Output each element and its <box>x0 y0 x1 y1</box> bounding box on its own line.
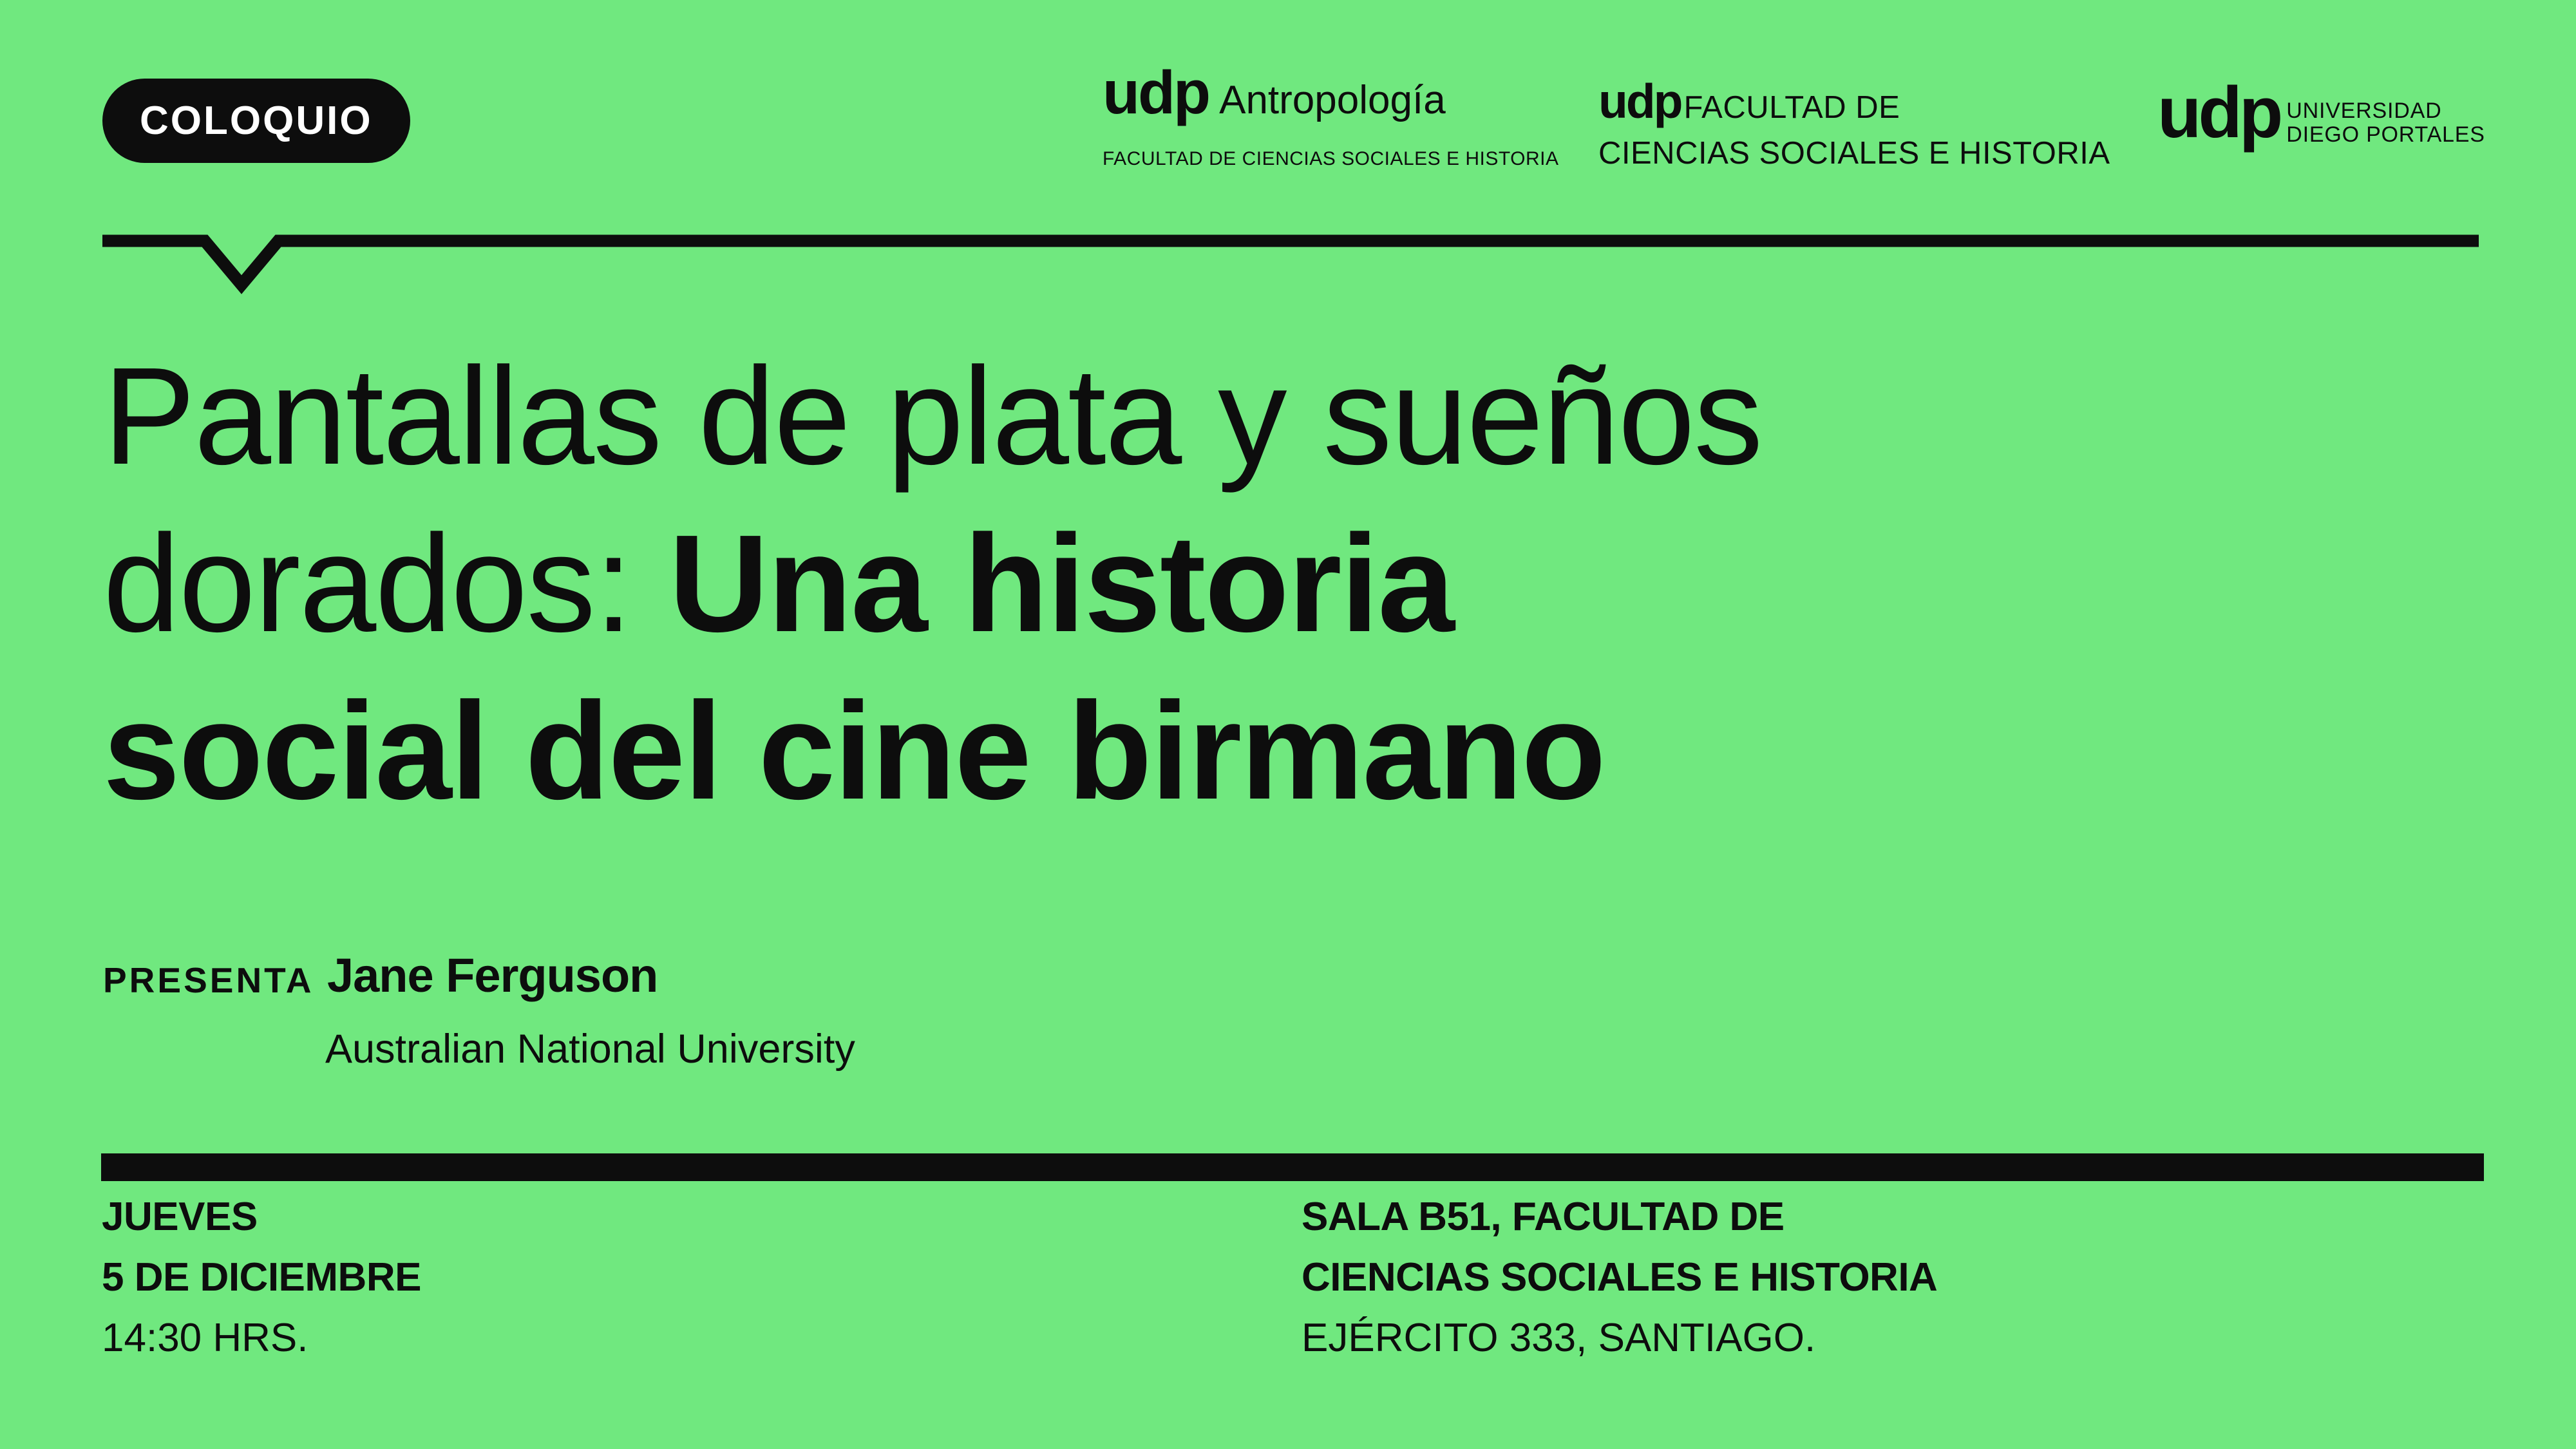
title-line-2: dorados: Una historia <box>103 506 1454 661</box>
logo-department-name: Antropología <box>1219 78 1446 122</box>
chevron-notch-rule <box>102 229 2479 299</box>
udp-universidad-logo <box>2157 72 2485 153</box>
title-line-1: Pantallas de plata y sueños <box>103 338 1762 493</box>
event-location <box>1302 1187 1937 1368</box>
badge-label: COLOQUIO <box>140 98 373 143</box>
presenter-label: PRESENTA <box>103 960 314 1000</box>
presenter-affiliation: Australian National University <box>325 1027 855 1072</box>
udp-wordmark-icon: udp <box>1598 74 1681 128</box>
udp-wordmark-icon: udp <box>2157 72 2280 153</box>
udp-wordmark-icon: udp <box>1103 59 1209 127</box>
presenter-name: Jane Ferguson <box>327 949 658 1002</box>
event-title <box>103 332 2228 835</box>
logo-faculty-subtitle: FACULTAD DE CIENCIAS SOCIALES E HISTORIA <box>1103 148 1559 169</box>
logo-line2: DIEGO PORTALES <box>2286 122 2485 147</box>
event-datetime <box>102 1187 421 1368</box>
title-line-3: social del cine birmano <box>103 673 1605 828</box>
location-faculty: CIENCIAS SOCIALES E HISTORIA <box>1302 1255 1938 1300</box>
logo-line1: UNIVERSIDAD <box>2286 99 2442 123</box>
logo-row <box>1598 74 2110 128</box>
logo-line1: FACULTAD DE <box>1683 90 1900 125</box>
location-address: EJÉRCITO 333, SANTIAGO. <box>1302 1316 1816 1360</box>
event-time: 14:30 HRS. <box>102 1316 308 1360</box>
location-room: SALA B51, FACULTAD DE <box>1302 1195 1785 1239</box>
event-day: JUEVES <box>102 1195 258 1239</box>
event-type-badge <box>102 79 410 163</box>
event-date: 5 DE DICIEMBRE <box>102 1255 421 1300</box>
logo-line2: CIENCIAS SOCIALES E HISTORIA <box>1598 135 2110 171</box>
udp-facultad-logo <box>1598 74 2110 173</box>
logo-row <box>1103 59 1559 127</box>
udp-antropologia-logo <box>1103 59 1559 169</box>
bottom-divider-rule <box>101 1153 2484 1181</box>
logo-text-column <box>2286 77 2485 147</box>
